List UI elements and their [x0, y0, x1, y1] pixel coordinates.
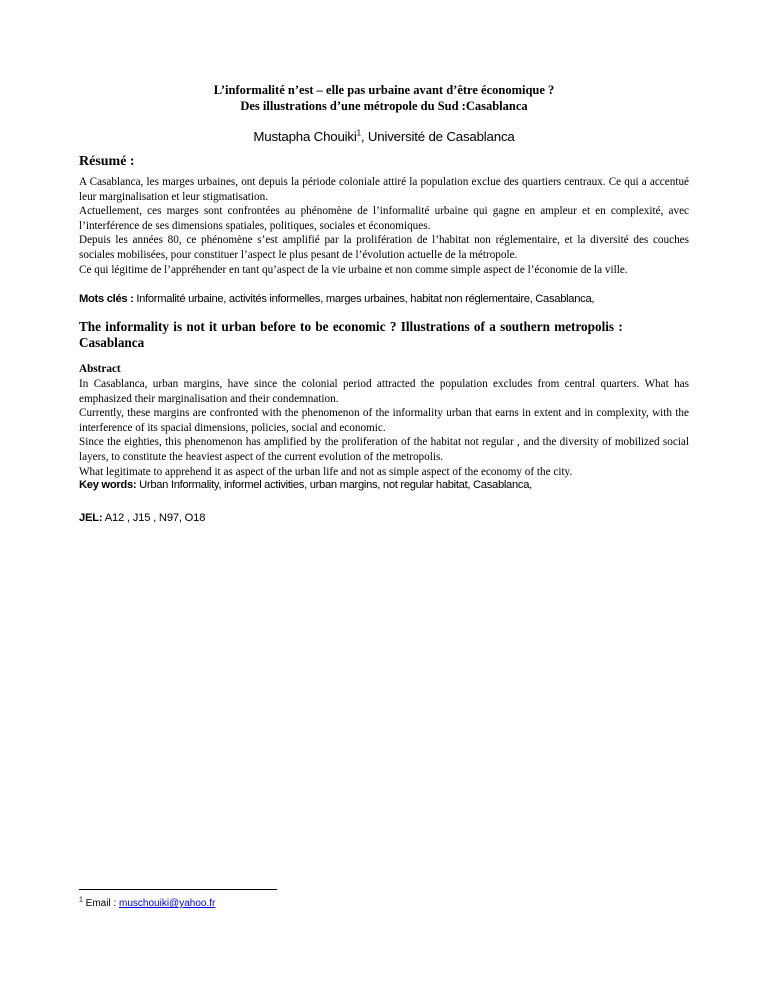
keywords-en: [79, 478, 689, 493]
author-affiliation: , Université de Casablanca: [360, 129, 515, 144]
resume-paragraph: Depuis les années 80, ce phénomène s’est amplifié par la prolifération de l’habitat non réglementaire, et la diversité des couches sociales mobilisées, pour constituer l’aspect le plus pesant de l’évolution actuelle de la métropole.: [79, 234, 689, 261]
abstract-paragraph: Currently, these margins are confronted with the phenomenon of the informality urban that earns in extent and in complexity, with the interference of its spacial dimensions, policies, social and economic.: [79, 407, 689, 434]
jel-label: JEL:: [79, 512, 103, 524]
keywords-fr-label: Mots clés :: [79, 293, 134, 305]
abstract-paragraph: In Casablanca, urban margins, have since the colonial period attracted the population excludes from central quarters. What has emphasized their marginalisation and their condemnation.: [79, 378, 689, 405]
footnote: [79, 897, 215, 910]
resume-paragraph: Actuellement, ces marges sont confrontées au phénomène de l’informalité urbaine qui gagne en ampleur et en complexité, avec l’interférence de ses dimensions spatiales, politiques, sociales et économiques.: [79, 205, 689, 232]
jel-text: A12 , J15 , N97, O18: [102, 512, 206, 524]
keywords-en-label: Key words:: [79, 479, 137, 491]
abstract-body: [79, 377, 689, 479]
resume-heading: Résumé :: [79, 154, 135, 169]
paper-title-line-1: L’informalité n’est – elle pas urbaine avant d’être économique ?: [213, 83, 555, 97]
footnote-separator: [79, 889, 277, 890]
abstract-paragraph: Since the eighties, this phenomenon has amplified by the proliferation of the habitat not regular , and the diversity of mobilized social layers, to constitute the heaviest aspect of the current evolution of the metropolis.: [79, 436, 689, 463]
english-title: The informality is not it urban before to be economic ? Illustrations of a southern metropolis : Casablanca: [79, 319, 623, 350]
keywords-en-text: Urban Informality, informel activities, urban margins, not regular habitat, Casablanca,: [136, 479, 532, 491]
keywords-fr: [79, 292, 689, 307]
resume-body: [79, 175, 689, 277]
author-name: Mustapha Chouiki: [253, 129, 357, 144]
paper-page: [79, 0, 689, 994]
author-footnote-mark: 1: [356, 128, 361, 138]
keywords-fr-text: Informalité urbaine, activités informelles, marges urbaines, habitat non réglementaire, Casablanca,: [133, 293, 595, 305]
footnote-prefix: Email :: [82, 898, 120, 909]
resume-paragraph: A Casablanca, les marges urbaines, ont depuis la période coloniale attiré la population exclue des quartiers centraux. Ce qui a accentué leur marginalisation et leur stigmatisation.: [79, 176, 689, 203]
resume-paragraph: Ce qui légitime de l’appréhender en tant qu’aspect de la vie urbaine et non comme simple aspect de l’économie de la ville.: [79, 263, 628, 276]
author-line: [79, 129, 689, 145]
abstract-paragraph: What legitimate to apprehend it as aspect of the urban life and not as simple aspect of the economy of the city.: [79, 465, 573, 478]
abstract-heading: Abstract: [79, 363, 121, 375]
email-link[interactable]: muschouiki@yahoo.fr: [119, 898, 216, 909]
footnote-mark: 1: [79, 896, 83, 904]
jel-codes: [79, 511, 689, 526]
paper-title: [79, 82, 689, 114]
paper-title-line-2: Des illustrations d’une métropole du Sud :Casablanca: [240, 99, 528, 113]
